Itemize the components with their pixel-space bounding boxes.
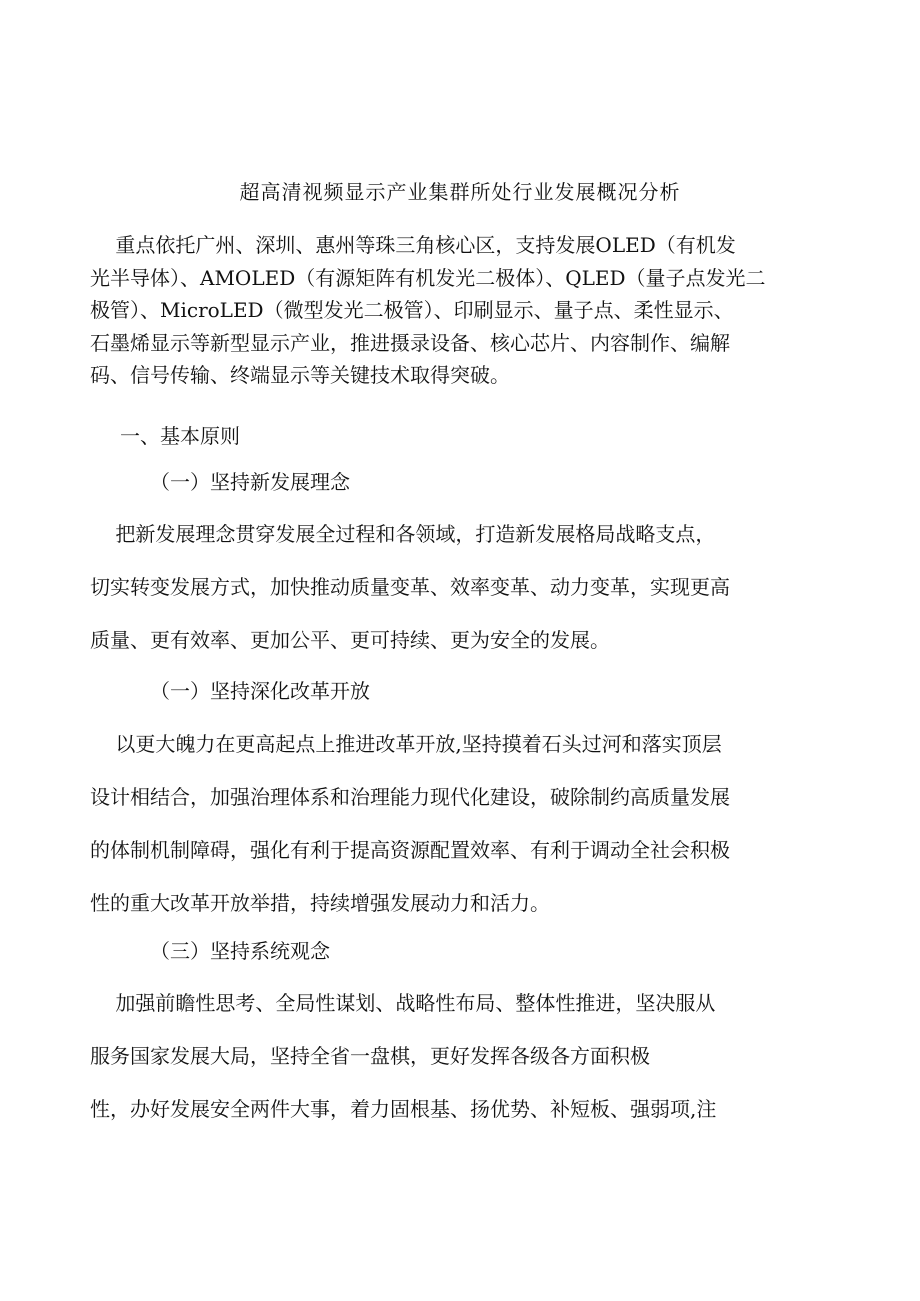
intro-line: 重点依托广州、深圳、惠州等珠三角核心区，支持发展OLED（有机发: [90, 233, 736, 257]
paragraph-line: 把新发展理念贯穿发展全过程和各领域，打造新发展格局战略支点，: [90, 522, 716, 546]
document-title: 超高清视频显示产业集群所处行业发展概况分析: [239, 180, 681, 204]
intro-line: 极管）、MicroLED（微型发光二极管）、印刷显示、量子点、柔性显示、: [90, 298, 734, 322]
intro-paragraph: [90, 229, 830, 392]
paragraph-line: 性的重大改革开放举措，持续增强发展动力和活力。: [90, 891, 550, 915]
paragraph-line: 质量、更有效率、更加公平、更可持续、更为安全的发展。: [90, 628, 610, 652]
intro-line: 码、信号传输、终端显示等关键技术取得突破。: [90, 363, 510, 387]
paragraph-line: 切实转变发展方式，加快推动质量变革、效率变革、动力变革，实现更高: [90, 575, 730, 599]
paragraph-new-development: [90, 520, 840, 679]
paragraph-line: 性，办好发展安全两件大事，着力固根基、扬优势、补短板、强弱项,注: [90, 1097, 717, 1121]
intro-line: 石墨烯显示等新型显示产业，推进摄录设备、核心芯片、内容制作、编解: [90, 330, 730, 355]
intro-line: 光半导体）、AMOLED（有源矩阵有机发光二极体）、QLED（量子点发光二: [90, 265, 766, 290]
paragraph-line: 以更大魄力在更高起点上推进改革开放,坚持摸着石头过河和落实顶层: [90, 732, 722, 756]
paragraph-line: 的体制机制障碍，强化有利于提高资源配置效率、有利于调动全社会积极: [90, 838, 730, 862]
section-heading-basic-principles: 一、基本原则: [120, 424, 240, 448]
subsection-heading-new-development: （一）坚持新发展理念: [150, 470, 350, 494]
paragraph-line: 服务国家发展大局，坚持全省一盘棋，更好发挥各级各方面积极: [90, 1044, 650, 1068]
paragraph-systems-view: [90, 989, 840, 1148]
paragraph-reform-opening: [90, 730, 840, 942]
paragraph-line: 设计相结合，加强治理体系和治理能力现代化建设，破除制约高质量发展: [90, 785, 730, 809]
subsection-heading-reform-opening: （一）坚持深化改革开放: [150, 679, 370, 703]
paragraph-line: 加强前瞻性思考、全局性谋划、战略性布局、整体性推进，坚决服从: [90, 991, 716, 1015]
subsection-heading-systems-view: （三）坚持系统观念: [150, 939, 330, 963]
